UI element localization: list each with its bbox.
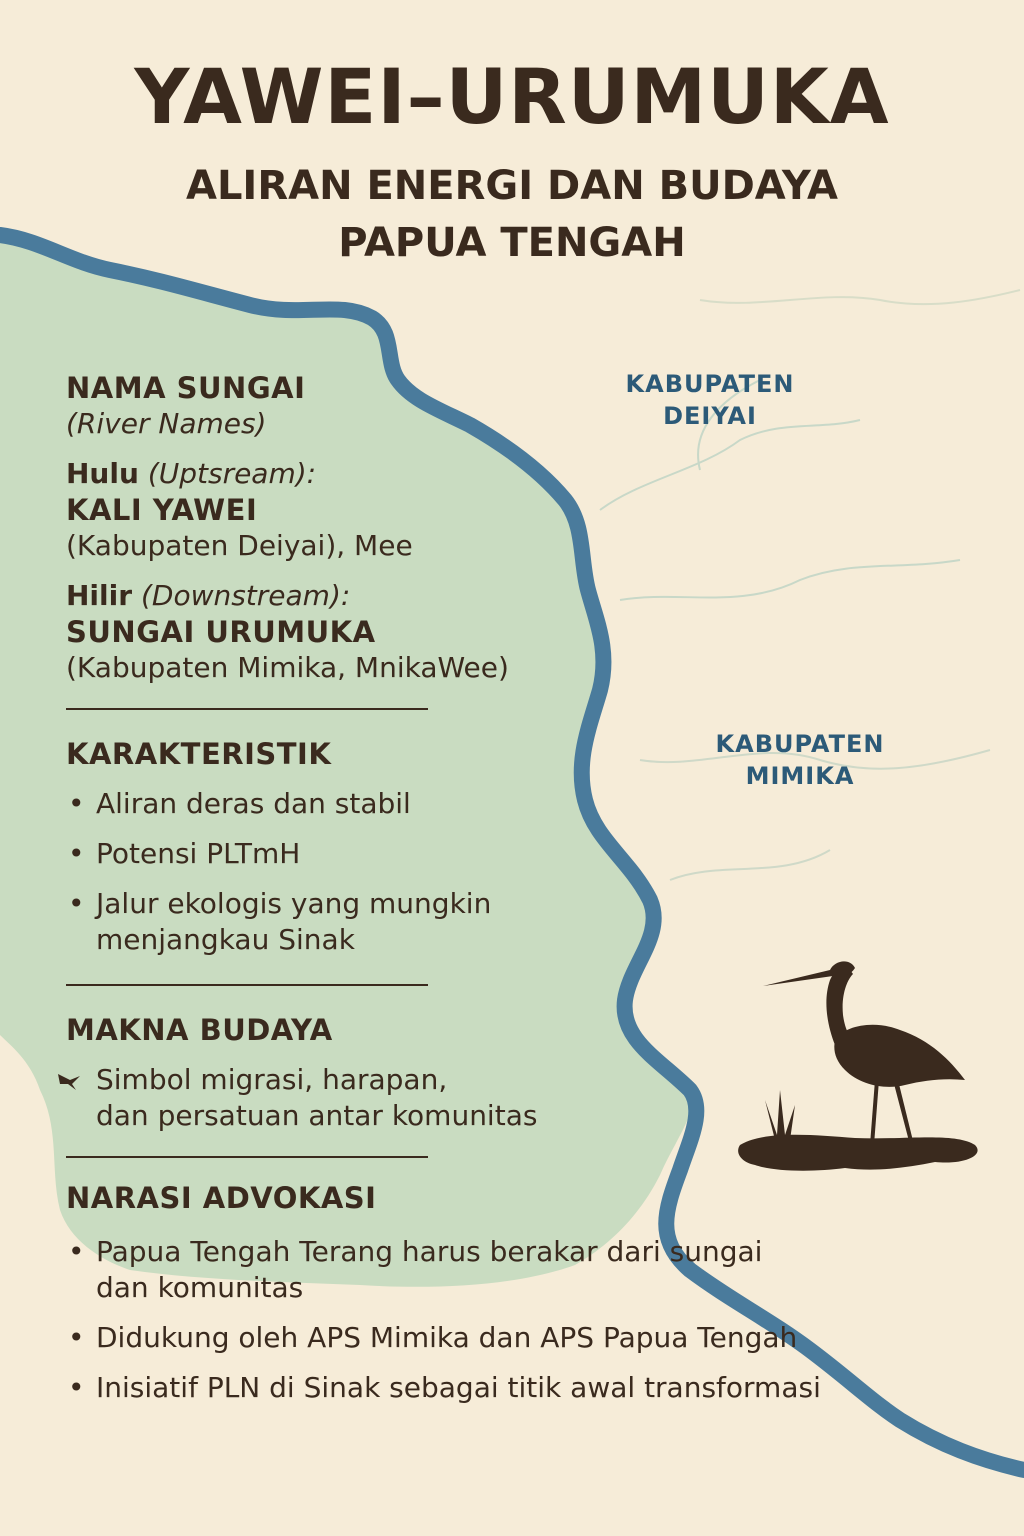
page-subtitle-line1: ALIRAN ENERGI DAN BUDAYA	[185, 163, 838, 209]
page-title: YAWEI–URUMUKA	[134, 52, 890, 141]
region-mimika-line1: KABUPATEN	[715, 730, 885, 758]
info-panel	[66, 370, 821, 1406]
advocacy-list	[66, 1234, 866, 1406]
culture-heading: MAKNA BUDAYA	[66, 1013, 333, 1047]
list-item-line1: Jalur ekologis yang mungkin	[96, 887, 492, 920]
list-item-line1: Papua Tengah Terang harus berakar dari sungai	[96, 1235, 763, 1268]
bullet-icon: •	[68, 887, 85, 920]
downstream-name: SUNGAI URUMUKA	[66, 615, 376, 649]
characteristics-list	[66, 786, 586, 958]
section-culture	[66, 1012, 586, 1134]
region-label-deiyai	[610, 368, 810, 432]
downstream-label-row	[66, 578, 586, 614]
upstream-detail: (Kabupaten Deiyai), Mee	[66, 529, 413, 562]
river-names-heading: NAMA SUNGAI	[66, 371, 306, 405]
region-deiyai-line2: DEIYAI	[663, 402, 757, 430]
bullet-icon: •	[68, 787, 85, 820]
bullet-icon: •	[68, 837, 85, 870]
heron-silhouette-icon	[735, 940, 985, 1180]
list-item	[66, 836, 586, 872]
downstream-detail: (Kabupaten Mimika, MnikaWee)	[66, 651, 509, 684]
characteristics-heading: KARAKTERISTIK	[66, 737, 332, 771]
bullet-icon: •	[68, 1371, 85, 1404]
upstream-name: KALI YAWEI	[66, 493, 258, 527]
list-item	[66, 1370, 866, 1406]
region-deiyai-line1: KABUPATEN	[625, 370, 795, 398]
divider	[66, 1156, 428, 1158]
section-river-names	[66, 370, 586, 686]
downstream-label-en: (Downstream):	[140, 579, 351, 612]
list-item	[66, 786, 586, 822]
bird-flight-icon	[58, 1072, 84, 1090]
upstream-label-en: (Uptsream):	[147, 457, 317, 490]
list-item-line1: Potensi PLTmH	[96, 837, 301, 870]
list-item-line1: Inisiatif PLN di Sinak sebagai titik awal transformasi	[96, 1371, 821, 1404]
list-item-line1: Aliran deras dan stabil	[96, 787, 411, 820]
divider	[66, 708, 428, 710]
advocacy-heading: NARASI ADVOKASI	[66, 1181, 377, 1215]
culture-text	[66, 1062, 586, 1134]
upstream-label-row	[66, 456, 586, 492]
list-item-line1: Didukung oleh APS Mimika dan APS Papua Tengah	[96, 1321, 798, 1354]
list-item-line2: menjangkau Sinak	[96, 923, 355, 956]
downstream-label: Hilir	[66, 579, 133, 612]
upstream-label: Hulu	[66, 457, 139, 490]
culture-line2: dan persatuan antar komunitas	[96, 1099, 538, 1132]
list-item	[66, 886, 586, 958]
section-advocacy	[66, 1180, 866, 1406]
list-item-line2: dan komunitas	[96, 1271, 304, 1304]
region-mimika-line2: MIMIKA	[745, 762, 855, 790]
bullet-icon: •	[68, 1321, 85, 1354]
section-characteristics	[66, 736, 586, 958]
bullet-icon: •	[68, 1235, 85, 1268]
river-names-heading-en: (River Names)	[66, 407, 267, 440]
culture-line1: Simbol migrasi, harapan,	[96, 1063, 448, 1096]
divider	[66, 984, 428, 986]
page-subtitle-line2: PAPUA TENGAH	[338, 220, 686, 266]
list-item	[66, 1320, 866, 1356]
list-item	[66, 1234, 866, 1306]
region-label-mimika	[700, 728, 900, 792]
